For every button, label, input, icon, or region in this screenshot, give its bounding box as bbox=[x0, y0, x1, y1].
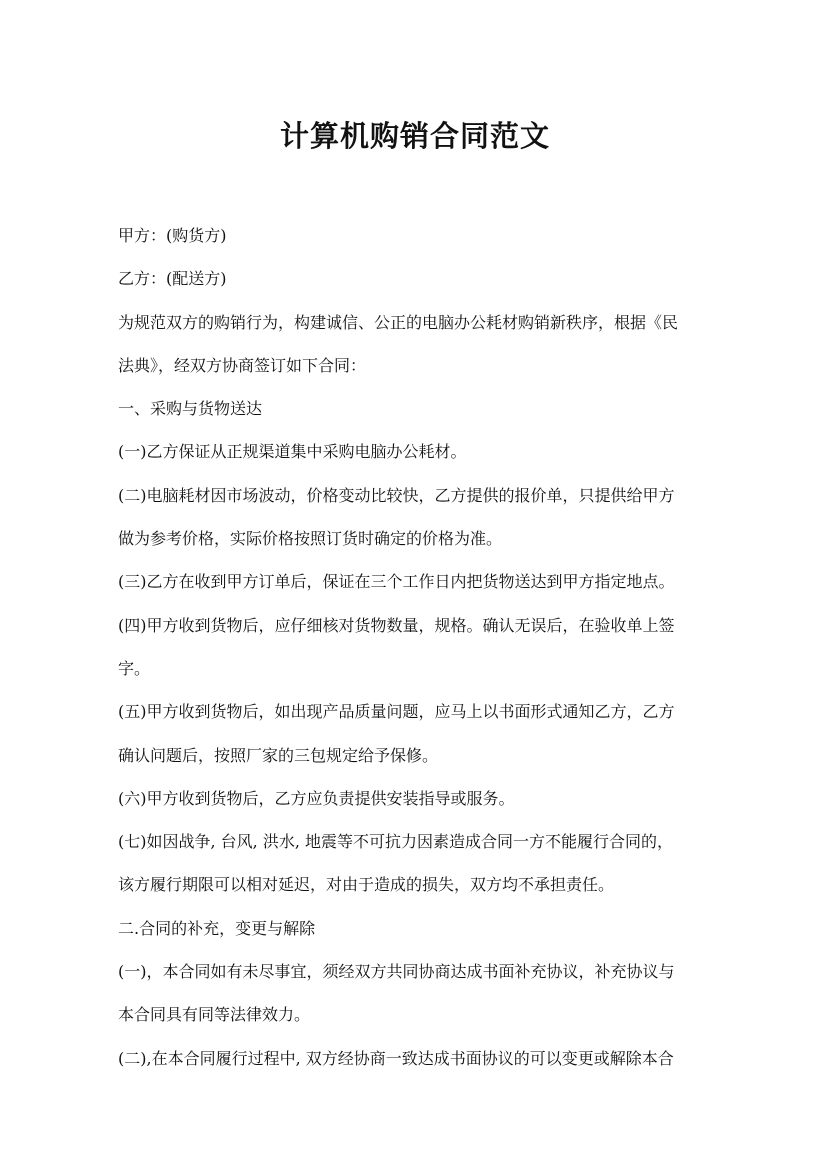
section-heading: 二.合同的补充，变更与解除 bbox=[118, 918, 316, 938]
clause-line: 本合同具有同等法律效力。 bbox=[118, 1005, 311, 1025]
clause-line: (一)，本合同如有未尽事宜，须经双方共同协商达成书面补充协议，补充协议与 bbox=[118, 962, 675, 982]
clause-line: (四)甲方收到货物后，应仔细核对货物数量，规格。确认无误后，在验收单上签 bbox=[118, 615, 675, 635]
clause-line: (二),在本合同履行过程中, 双方经协商一致达成书面协议的可以变更或解除本合 bbox=[118, 1048, 674, 1068]
clause-line: (七)如因战争, 台风, 洪水, 地震等不可抗力因素造成合同一方不能履行合同的， bbox=[118, 832, 674, 852]
clause-line: (二)电脑耗材因市场波动，价格变动比较快，乙方提供的报价单，只提供给甲方 bbox=[118, 485, 675, 505]
clause-line: (五)甲方收到货物后，如出现产品质量问题，应马上以书面形式通知乙方，乙方 bbox=[118, 702, 675, 722]
clause-line: (一)乙方保证从正规渠道集中采购电脑办公耗材。 bbox=[118, 442, 467, 462]
section-heading: 一、采购与货物送达 bbox=[118, 399, 263, 419]
party-b-line: 乙方：(配送方) bbox=[118, 269, 227, 289]
clause-line: 做为参考价格，实际价格按照订货时确定的价格为准。 bbox=[118, 529, 503, 549]
document-title: 计算机购销合同范文 bbox=[279, 119, 550, 153]
clause-line: (六)甲方收到货物后，乙方应负责提供安装指导或服务。 bbox=[118, 788, 515, 808]
clause-line: 字。 bbox=[118, 658, 151, 678]
preamble-line: 为规范双方的购销行为，构建诚信、公正的电脑办公耗材购销新秩序，根据《民 bbox=[118, 312, 679, 332]
clause-line: (三)乙方在收到甲方订单后，保证在三个工作日内把货物送达到甲方指定地点。 bbox=[118, 572, 675, 592]
party-a-line: 甲方：(购货方) bbox=[118, 226, 227, 245]
clause-line: 该方履行期限可以相对延迟，对由于造成的损失，双方均不承担责任。 bbox=[118, 875, 615, 895]
clause-line: 确认问题后，按照厂家的三包规定给予保修。 bbox=[118, 745, 439, 765]
preamble-line: 法典》，经双方协商签订如下合同： bbox=[118, 355, 367, 375]
document-body bbox=[118, 214, 718, 1080]
